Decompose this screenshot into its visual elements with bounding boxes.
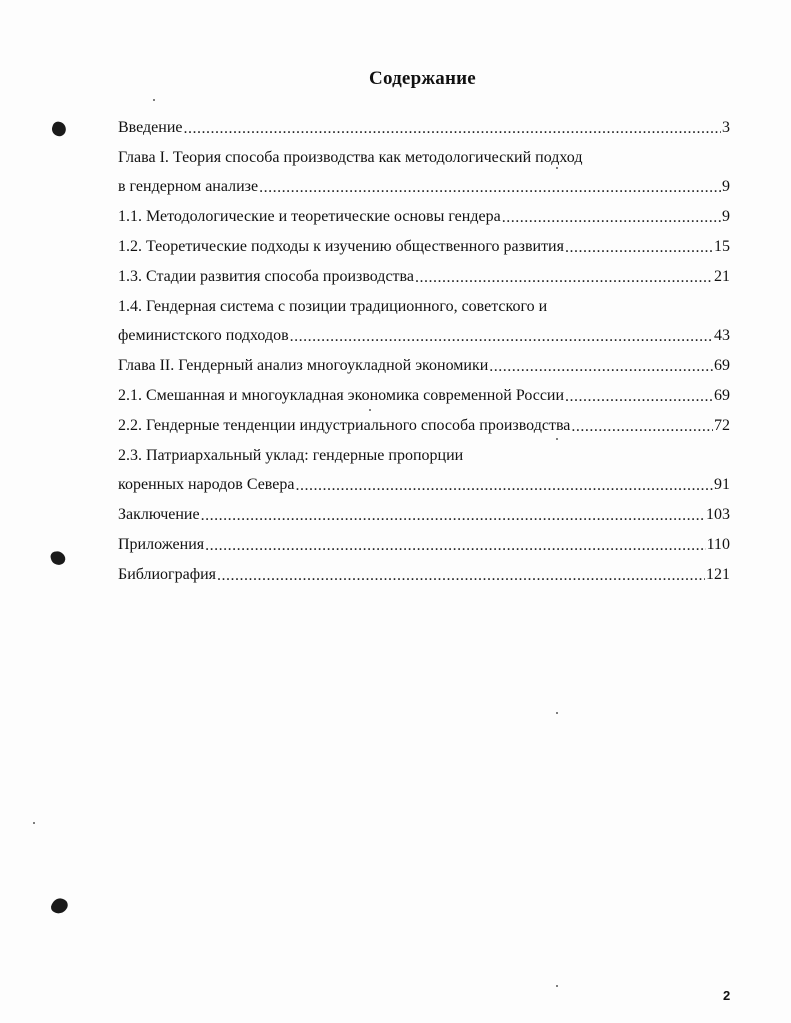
toc-page-number: 3: [722, 118, 730, 136]
toc-row: [118, 471, 730, 501]
toc-leader-dots: [565, 389, 713, 405]
toc-page-number: 21: [714, 267, 730, 285]
toc-entry-text: 2.3. Патриархальный уклад: гендерные пропорции: [118, 446, 464, 464]
toc-row: [118, 381, 730, 411]
toc-entry-text: Глава II. Гендерный анализ многоукладной экономики: [118, 357, 489, 375]
toc-row: [118, 411, 730, 441]
toc-row: [118, 202, 730, 232]
toc-entry-text: 2.2. Гендерные тенденции индустриального способа производства: [118, 416, 571, 434]
toc-leader-dots: [205, 538, 705, 554]
toc-row: [118, 560, 730, 590]
toc-page-number: 9: [722, 178, 730, 196]
table-of-contents: [118, 113, 730, 590]
binding-hole-mark: [49, 549, 66, 566]
toc-page-number: 72: [714, 416, 730, 434]
toc-entry-text: 2.1. Смешанная и многоукладная экономика современной России: [118, 387, 565, 405]
toc-entry-text: Введение: [118, 118, 183, 136]
toc-entry-text: 1.2. Теоретические подходы к изучению общественного развития: [118, 238, 564, 256]
toc-leader-dots: [184, 121, 722, 137]
toc-page-number: 69: [714, 387, 730, 405]
toc-entry-text: Библиография: [118, 565, 216, 583]
toc-row: [118, 500, 730, 530]
toc-leader-dots: [217, 568, 705, 584]
toc-leader-dots: [259, 180, 721, 196]
toc-entry-text: 1.3. Стадии развития способа производства: [118, 267, 414, 285]
toc-leader-dots: [295, 478, 713, 494]
toc-row: [118, 262, 730, 292]
toc-entry-text: Заключение: [118, 506, 200, 524]
toc-page-number: 103: [706, 506, 730, 524]
toc-page-number: 69: [714, 357, 730, 375]
toc-row: [118, 143, 730, 173]
toc-entry-text: 1.1. Методологические и теоретические основы гендера: [118, 208, 501, 226]
toc-page-number: 110: [706, 536, 730, 554]
toc-row: [118, 113, 730, 143]
toc-entry-text: 1.4. Гендерная система с позиции традиционного, советского и: [118, 297, 548, 315]
binding-hole-mark: [50, 120, 68, 138]
toc-page-number: 121: [706, 565, 730, 583]
toc-entry-text: Глава I. Теория способа производства как методологический подход: [118, 148, 583, 166]
scan-speck: [369, 409, 371, 411]
toc-entry-text: в гендерном анализе: [118, 178, 259, 196]
toc-entry-text: феминистского подходов: [118, 327, 289, 345]
scan-speck: [153, 99, 155, 101]
toc-row: [118, 232, 730, 262]
toc-leader-dots: [201, 508, 705, 524]
scan-speck: [556, 438, 558, 440]
toc-row: [118, 351, 730, 381]
toc-leader-dots: [565, 240, 713, 256]
scan-speck: [556, 167, 558, 169]
scan-speck: [556, 985, 558, 987]
toc-row: [118, 322, 730, 352]
toc-entry-text: Приложения: [118, 536, 205, 554]
toc-leader-dots: [489, 359, 713, 375]
toc-row: [118, 292, 730, 322]
toc-entry-text: коренных народов Севера: [118, 476, 295, 494]
toc-leader-dots: [290, 329, 713, 345]
scan-speck: [33, 822, 35, 824]
binding-hole-mark: [49, 895, 70, 916]
toc-leader-dots: [415, 270, 713, 286]
scan-speck: [556, 712, 558, 714]
toc-page-number: 9: [722, 208, 730, 226]
toc-row: [118, 441, 730, 471]
toc-leader-dots: [571, 419, 713, 435]
page-title: Содержание: [369, 68, 476, 89]
toc-leader-dots: [502, 210, 721, 226]
toc-page-number: 43: [714, 327, 730, 345]
page-number: 2: [723, 988, 731, 1003]
toc-page-number: 91: [714, 476, 730, 494]
toc-row: [118, 530, 730, 560]
toc-row: [118, 173, 730, 203]
toc-page-number: 15: [714, 238, 730, 256]
